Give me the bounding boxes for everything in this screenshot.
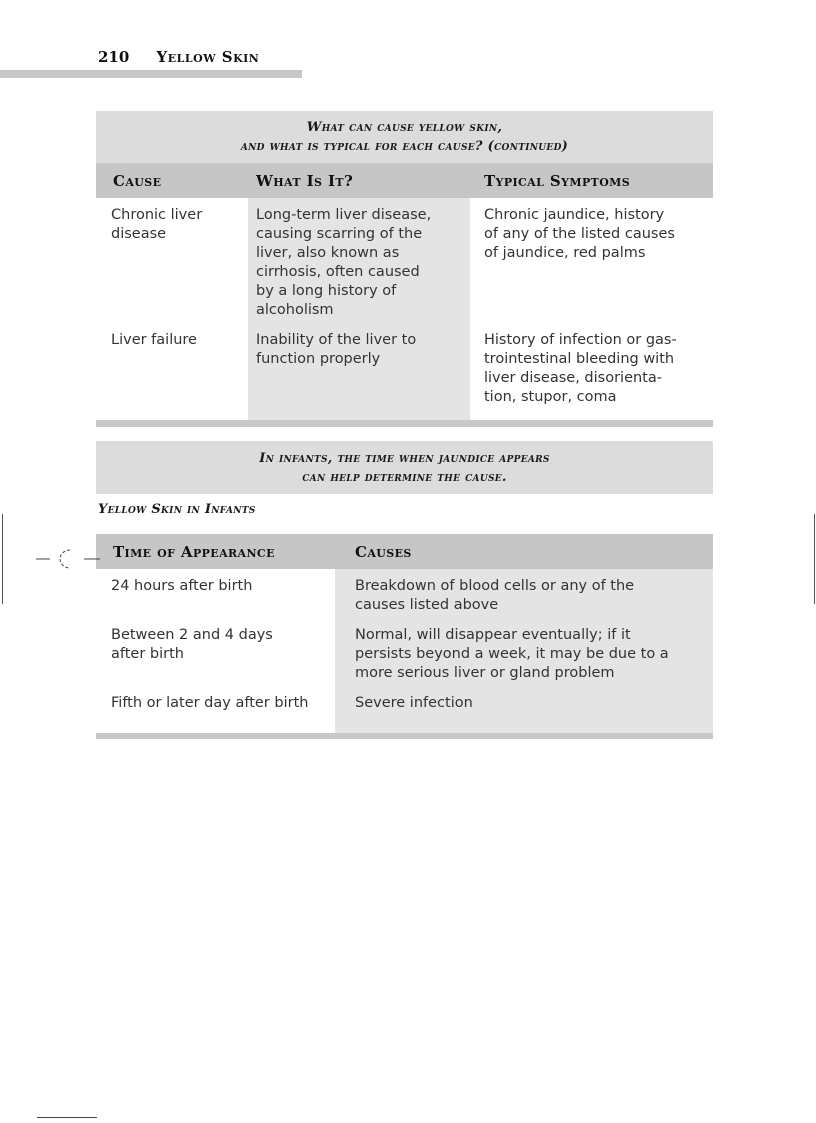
text-line: alcoholism — [256, 302, 334, 318]
header-rule — [0, 70, 302, 78]
causes-table — [96, 163, 713, 420]
text-line: Fifth or later day after birth — [111, 695, 309, 711]
text-line: Inability of the liver to — [256, 332, 417, 348]
text-line: of jaundice, red palms — [484, 245, 646, 261]
text-line: by a long history of — [256, 283, 397, 299]
infant-banner-line2: can help determine the cause. — [302, 470, 507, 485]
text-line: Long-term liver disease, — [256, 207, 432, 223]
footer-rule — [37, 1117, 97, 1118]
text-line: Chronic jaundice, history — [484, 207, 665, 223]
text-line: after birth — [111, 646, 184, 662]
text-line: Chronic liver — [111, 207, 203, 223]
table2-bottom-rule — [96, 733, 713, 739]
table-cell-what — [256, 331, 416, 369]
infant-banner-line1: In infants, the time when jaundice appears — [259, 451, 550, 466]
margin-trim-line-left — [2, 514, 3, 604]
header-cause: Cause — [113, 172, 162, 190]
causes-table-header — [96, 163, 713, 198]
infant-table-header — [96, 534, 713, 569]
header-typical-symptoms: Typical Symptoms — [484, 172, 631, 190]
running-title: Yellow Skin — [156, 48, 260, 66]
infant-banner — [96, 441, 713, 494]
table-cell-cause — [111, 206, 202, 244]
table-cell-causes — [355, 694, 473, 713]
text-line: tion, stupor, coma — [484, 389, 617, 405]
table-cell-symptoms — [484, 331, 677, 407]
text-line: liver disease, disorienta- — [484, 370, 662, 386]
text-line: Normal, will disappear eventually; if it — [355, 627, 631, 643]
header-causes: Causes — [355, 543, 412, 561]
text-line: persists beyond a week, it may be due to a — [355, 646, 669, 662]
text-line: of any of the listed causes — [484, 226, 675, 242]
header-what-is-it: What Is It? — [256, 172, 354, 190]
text-line: liver, also known as — [256, 245, 400, 261]
text-line: Liver failure — [111, 332, 197, 348]
table1-banner-line2: and what is typical for each cause? (continued) — [240, 139, 569, 154]
infant-table-heading: Yellow Skin in Infants — [98, 502, 256, 517]
table-cell-symptoms — [484, 206, 675, 263]
text-line: History of infection or gas- — [484, 332, 677, 348]
text-line: causing scarring of the — [256, 226, 423, 242]
text-line: Breakdown of blood cells or any of the — [355, 578, 635, 594]
infant-table — [96, 534, 713, 733]
table1-banner-line1: What can cause yellow skin, — [306, 120, 503, 135]
text-line: Severe infection — [355, 695, 473, 711]
table-cell-causes — [355, 626, 669, 683]
margin-trim-line-right — [814, 514, 815, 604]
page-number: 210 — [98, 48, 130, 66]
text-line: Between 2 and 4 days — [111, 627, 273, 643]
header-time-of-appearance: Time of Appearance — [113, 543, 275, 561]
text-line: more serious liver or gland problem — [355, 665, 615, 681]
text-line: trointestinal bleeding with — [484, 351, 675, 367]
text-line: cirrhosis, often caused — [256, 264, 420, 280]
table-cell-causes — [355, 577, 634, 615]
text-line: 24 hours after birth — [111, 578, 253, 594]
running-header — [98, 48, 259, 66]
text-line: function properly — [256, 351, 381, 367]
registration-mark-icon — [36, 546, 100, 572]
table-cell-time — [111, 626, 273, 664]
text-line: disease — [111, 226, 167, 242]
text-line: causes listed above — [355, 597, 499, 613]
table-cell-cause — [111, 331, 197, 350]
table-cell-time — [111, 577, 252, 596]
table1-banner — [96, 111, 713, 163]
table-cell-what — [256, 206, 431, 320]
table-cell-time — [111, 694, 308, 713]
table1-bottom-rule — [96, 420, 713, 427]
